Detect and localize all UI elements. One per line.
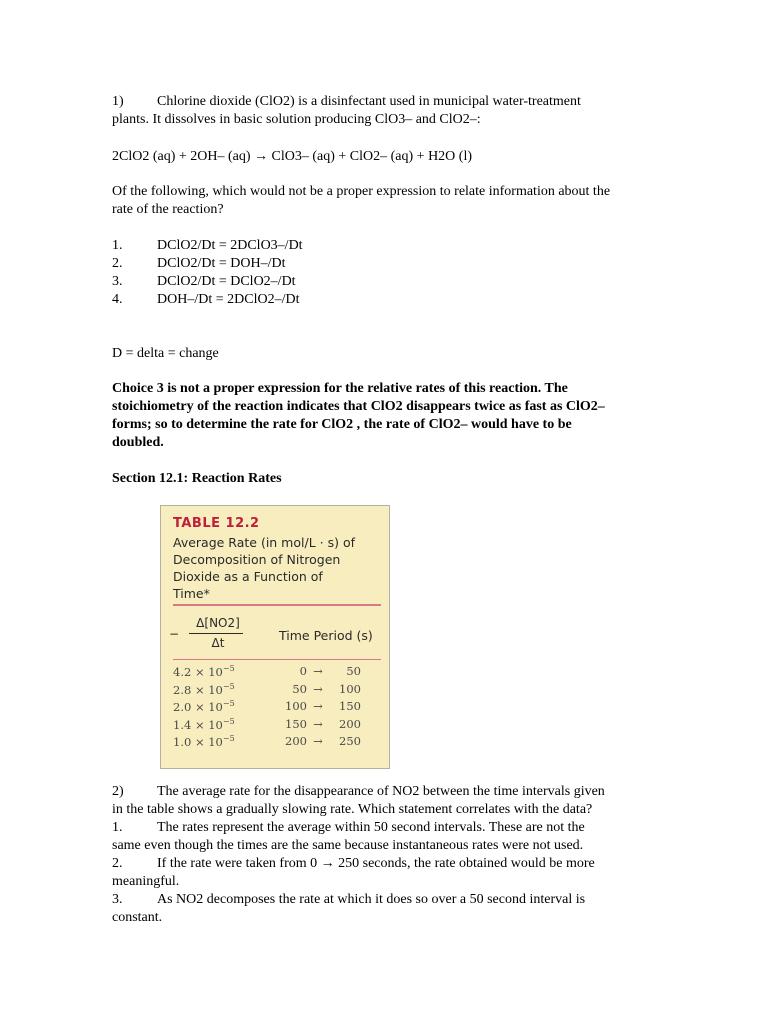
- table-rule-header: [173, 659, 381, 660]
- equation-text: 2ClO2 (aq) + 2OH– (aq) → ClO3– (aq) + ClO2– (aq) + H2O (l): [112, 149, 473, 164]
- time-to: 100: [339, 681, 361, 696]
- answer-line: Choice 3 is not a proper expression for the relative rates of this reaction. The: [112, 381, 568, 396]
- caption-line: Decomposition of Nitrogen: [173, 552, 341, 567]
- question-2: [112, 783, 657, 927]
- choice-text: constant.: [112, 910, 163, 925]
- question-1: [112, 93, 657, 129]
- rate-cell: [173, 664, 235, 679]
- choice-number: 1.: [112, 238, 123, 253]
- rate-exponent: −5: [222, 664, 235, 673]
- choice-text: If the rate were taken from 0 → 250 seconds, the rate obtained would be more: [157, 856, 595, 871]
- fraction-denominator: Δt: [211, 636, 225, 650]
- rate-exponent: −5: [222, 716, 235, 726]
- time-to: 50: [346, 664, 361, 678]
- question-text-line: plants. It dissolves in basic solution producing ClO3– and ClO2–:: [112, 112, 481, 127]
- arrow-icon: →: [313, 699, 323, 713]
- rate-value: 4.2 × 10: [173, 665, 223, 679]
- time-from: 100: [285, 699, 307, 713]
- section-heading: [112, 470, 657, 488]
- choice-text: same even though the times are the same because instantaneous rates were not used.: [112, 838, 584, 853]
- time-period-cell: [269, 682, 369, 696]
- caption-line: Average Rate (in mol/L · s) of: [173, 535, 355, 550]
- rate-cell: [173, 734, 235, 749]
- choice-number: 2.: [112, 256, 123, 271]
- question-number: 2): [112, 784, 124, 799]
- time-to: 250: [339, 734, 361, 748]
- choice-text: DOH–/Dt = 2DClO2–/Dt: [157, 292, 300, 307]
- rate-value: 2.8 × 10: [173, 682, 223, 697]
- question-text-line: Chlorine dioxide (ClO2) is a disinfectant used in municipal water-treatment: [157, 94, 581, 109]
- prompt-line: Of the following, which would not be a proper expression to relate information about the: [112, 184, 611, 199]
- time-from: 50: [292, 681, 307, 696]
- choice-item: [112, 291, 657, 309]
- rate-value: 1.4 × 10: [173, 717, 223, 732]
- choice-item: [112, 891, 657, 909]
- arrow-icon: →: [313, 734, 323, 748]
- fraction-bar: [189, 633, 243, 634]
- choice-text: The rates represent the average within 50 second intervals. These are not the: [157, 820, 585, 835]
- answer-explanation: [112, 380, 657, 452]
- time-period-cell: [269, 664, 369, 678]
- answer-line: stoichiometry of the reaction indicates that ClO2 disappears twice as fast as ClO2–: [112, 399, 605, 414]
- rate-exponent: −5: [222, 734, 235, 743]
- table-rule-top: [173, 604, 381, 606]
- time-period-cell: [269, 717, 369, 731]
- rate-exponent: −5: [222, 699, 235, 708]
- column-header-time: Time Period (s): [279, 628, 373, 643]
- table-caption: [173, 534, 379, 602]
- table-row: [173, 664, 369, 681]
- table-row: [173, 699, 369, 716]
- reaction-equation: [112, 148, 657, 166]
- choice-item: [112, 237, 657, 255]
- time-from: 200: [285, 734, 307, 748]
- time-to: 150: [339, 699, 361, 713]
- choice-text: DClO2/Dt = 2DClO3–/Dt: [157, 238, 303, 253]
- rate-cell: [173, 699, 235, 714]
- choice-text: meaningful.: [112, 874, 180, 889]
- section-heading-text: Section 12.1: Reaction Rates: [112, 471, 282, 486]
- choice-number: 3.: [112, 274, 123, 289]
- time-period-cell: [269, 699, 369, 713]
- choice-item: [112, 273, 657, 291]
- note-text: D = delta = change: [112, 346, 219, 361]
- choice-item: [112, 819, 657, 837]
- table-row: [173, 734, 369, 751]
- choice-text: DClO2/Dt = DOH–/Dt: [157, 256, 286, 271]
- rate-cell: [173, 682, 235, 697]
- choice-number: 2.: [112, 856, 123, 871]
- choice-number: 4.: [112, 292, 123, 307]
- answer-line: forms; so to determine the rate for ClO2 , the rate of ClO2– would have to be: [112, 417, 572, 432]
- choice-item: [112, 855, 657, 873]
- rate-value: 1.0 × 10: [173, 735, 223, 749]
- caption-line: Dioxide as a Function of: [173, 569, 323, 584]
- choice-item: [112, 255, 657, 273]
- time-from: 0: [299, 664, 307, 678]
- time-from: 150: [285, 716, 307, 731]
- question-text-line: in the table shows a gradually slowing rate. Which statement correlates with the data?: [112, 802, 593, 817]
- choice-text: As NO2 decomposes the rate at which it does so over a 50 second interval is: [157, 892, 586, 907]
- question-prompt: [112, 183, 657, 219]
- choice-text: DClO2/Dt = DClO2–/Dt: [157, 274, 296, 289]
- table-row: [173, 682, 369, 699]
- choice-number: 1.: [112, 820, 123, 835]
- delta-note: [112, 345, 657, 363]
- table-title: TABLE 12.2: [173, 516, 260, 531]
- table-12-2-figure: [160, 505, 390, 769]
- table-row: [173, 717, 369, 734]
- column-header-rate: [171, 616, 251, 650]
- minus-sign: −: [169, 627, 180, 641]
- choice-list: [112, 237, 657, 309]
- arrow-icon: →: [313, 716, 323, 731]
- answer-line: doubled.: [112, 435, 164, 450]
- time-to: 200: [339, 716, 361, 731]
- question-text-line: The average rate for the disappearance of NO2 between the time intervals given: [157, 784, 605, 799]
- rate-value: 2.0 × 10: [173, 700, 223, 714]
- question-number: 1): [112, 94, 124, 109]
- rate-exponent: −5: [222, 681, 235, 691]
- caption-line: Time*: [173, 586, 210, 601]
- fraction-numerator: Δ[NO2]: [196, 616, 240, 630]
- prompt-line: rate of the reaction?: [112, 202, 224, 217]
- choice-number: 3.: [112, 892, 123, 907]
- rate-cell: [173, 717, 235, 732]
- arrow-icon: →: [313, 664, 323, 678]
- arrow-icon: →: [313, 681, 323, 696]
- time-period-cell: [269, 734, 369, 748]
